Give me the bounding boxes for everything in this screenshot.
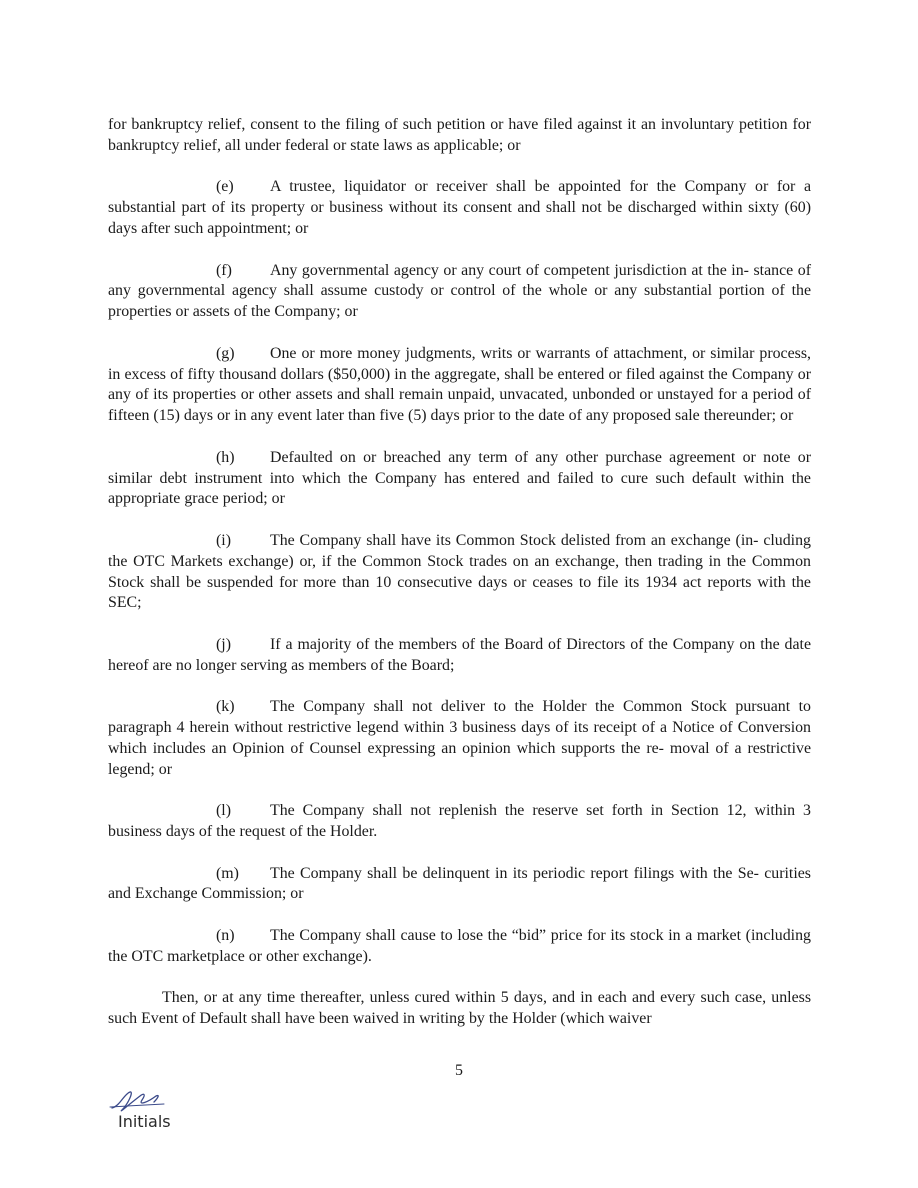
- intro-paragraph: for bankruptcy relief, consent to the filing of such petition or have filed against it an involuntary petition for bankruptcy relief, all under federal or state laws as applicable; or: [108, 116, 811, 154]
- item-text: The Company shall not replenish the reserve set forth in Section 12, within 3 business days of the request of the Holder.: [108, 802, 811, 841]
- item-text: Any governmental agency or any court of competent jurisdiction at the in- stance of any governmental agency shall assume custody or control of the whole or any substantial portion of the properties or assets of the Company; or: [108, 261, 811, 321]
- list-item: [108, 261, 811, 323]
- list-item: [108, 177, 811, 239]
- item-label: (k): [216, 698, 235, 716]
- item-label: (l): [216, 802, 231, 820]
- item-label: (h): [216, 448, 235, 466]
- item-text: The Company shall cause to lose the “bid” price for its stock in a market (including the OTC marketplace or other exchange).: [108, 927, 811, 965]
- item-text: The Company shall not deliver to the Holder the Common Stock pursuant to paragraph 4 herein without restrictive legend within 3 business days of its receipt of a Notice of Conversion which includes an Opinion of Counsel expressing an opinion which supports the re- moval of a restrictive legend; or: [108, 698, 811, 778]
- item-label: (m): [216, 864, 239, 882]
- item-text: A trustee, liquidator or receiver shall be appointed for the Company or for a substantial part of its property or business without its consent and shall not be discharged within sixty (60) days after such appointment; or: [108, 178, 811, 237]
- item-text: The Company shall be delinquent in its periodic report filings with the Se- curities and Exchange Commission; or: [108, 864, 811, 903]
- page-number: 5: [455, 1062, 463, 1079]
- item-label: (i): [216, 531, 231, 549]
- initials-label: Initials: [118, 1112, 171, 1131]
- list-item: [108, 926, 811, 968]
- list-item: [108, 531, 811, 614]
- item-label: (g): [216, 344, 235, 362]
- list-item: [108, 864, 811, 906]
- item-text: If a majority of the members of the Board of Directors of the Company on the date hereof are no longer serving as members of the Board;: [108, 635, 811, 674]
- list-item: [108, 344, 811, 427]
- list-item: [108, 801, 811, 843]
- closing-paragraph: Then, or at any time thereafter, unless cured within 5 days, and in each and every such case, unless such Event of Default shall have been waived in writing by the Holder (which waiver: [108, 989, 811, 1028]
- item-text: Defaulted on or breached any term of any other purchase agreement or note or similar debt instrument into which the Company has entered and failed to cure such default within the appropriate grace period; or: [108, 448, 811, 508]
- item-label: (n): [216, 927, 235, 945]
- document-body: [108, 115, 811, 1051]
- item-label: (e): [216, 178, 234, 196]
- item-text: One or more money judgments, writs or warrants of attachment, or similar process, in excess of fifty thousand dollars ($50,000) in the aggregate, shall be entered or filed against the Company or any of its properties or other assets and shall remain unpaid, unvacated, unbonded or unstayed for a period of fifteen (15) days or in any event later than five (5) days prior to the date of any proposed sale thereunder; or: [108, 344, 811, 425]
- item-text: The Company shall have its Common Stock delisted from an exchange (in- cluding the OTC Markets exchange) or, if the Common Stock trades on an exchange, then trading in the Common Stock shall be suspended for more than 10 consecutive days or ceases to file its 1934 act reports with the SEC;: [108, 531, 811, 612]
- list-item: [108, 448, 811, 510]
- item-label: (j): [216, 635, 231, 653]
- item-label: (f): [216, 261, 232, 279]
- list-item: [108, 697, 811, 780]
- list-item: [108, 635, 811, 677]
- initials-block[interactable]: [108, 1088, 188, 1138]
